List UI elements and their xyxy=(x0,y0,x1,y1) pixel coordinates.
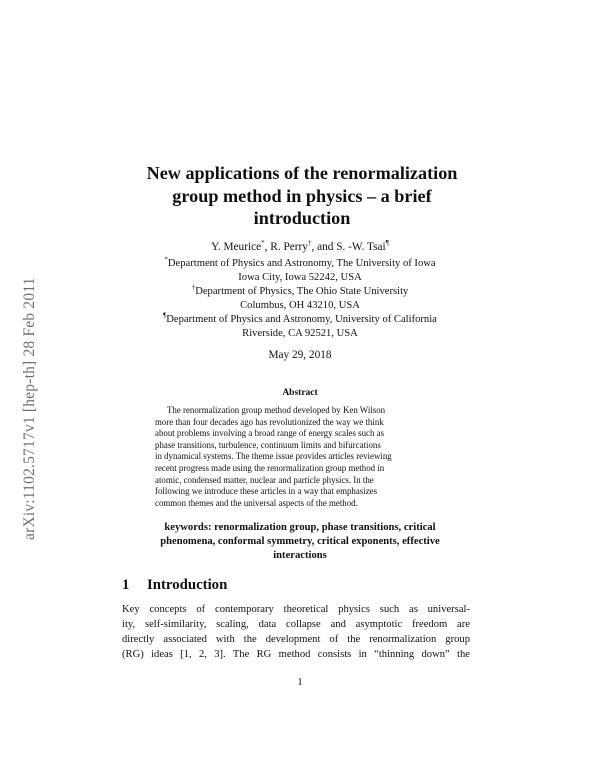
publication-date: May 29, 2018 xyxy=(268,349,332,361)
abstract-line: in dynamical systems. The theme issue provides articles reviewing xyxy=(155,451,392,462)
title-line: introduction xyxy=(253,208,351,228)
author-mark: ¶ xyxy=(385,239,389,248)
abstract-body xyxy=(155,405,447,509)
keywords-line: phenomena, conformal symmetry, critical exponents, effective xyxy=(160,536,440,548)
keywords xyxy=(115,521,485,564)
affiliation-mark: * xyxy=(164,255,168,264)
author-name: , and S. -W. Tsai xyxy=(311,241,386,253)
abstract-line: common themes and the universal aspects of the method. xyxy=(155,497,358,508)
abstract-line: more than four decades ago has revolutionized the way we think xyxy=(155,416,384,427)
arxiv-identifier: arXiv:1102.5717v1 [hep-th] 28 Feb 2011 xyxy=(21,277,38,540)
author-mark: * xyxy=(261,239,265,248)
author-list xyxy=(100,241,500,253)
section-heading xyxy=(122,577,227,594)
body-line: (RG) ideas [1, 2, 3]. The RG method consists in “thinning down” the xyxy=(122,649,470,660)
abstract-line: following we introduce these articles in a way that emphasizes xyxy=(155,486,378,497)
body-line: Key concepts of contemporary theoretical physics such as universal- xyxy=(122,604,470,615)
title-line: group method in physics – a brief xyxy=(172,185,432,206)
keywords-line: interactions xyxy=(273,550,327,562)
paper-title xyxy=(112,162,492,230)
author-mark: † xyxy=(307,239,312,248)
author-name: , R. Perry xyxy=(264,241,308,253)
section-title: Introduction xyxy=(147,577,228,593)
title-line: New applications of the renormalization xyxy=(146,163,458,183)
section-number: 1 xyxy=(122,577,130,593)
abstract-heading: Abstract xyxy=(282,388,318,398)
body-line: directly associated with the development of the renormalization group xyxy=(122,634,470,645)
affiliation-line: Department of Physics and Astronomy, The University of Iowa xyxy=(167,258,436,269)
affiliation xyxy=(100,257,500,285)
body-line: ity, self-similarity, scaling, data collapse and asymptotic freedom are xyxy=(122,619,470,630)
affiliation-line: Iowa City, Iowa 52242, USA xyxy=(238,272,362,283)
affiliation-mark: † xyxy=(191,283,196,292)
abstract-line: phase transitions, turbulence, continuum limits and bifurcations xyxy=(155,439,381,450)
abstract-line: about problems involving a broad range of energy scales such as xyxy=(155,428,385,439)
affiliation xyxy=(100,285,500,313)
affiliation-line: Riverside, CA 92521, USA xyxy=(242,328,358,339)
introduction-paragraph xyxy=(122,602,470,662)
affiliation-line: Columbus, OH 43210, USA xyxy=(240,300,360,311)
affiliation-mark: ¶ xyxy=(163,311,167,320)
page-number: 1 xyxy=(297,677,303,688)
affiliation xyxy=(100,313,500,341)
author-name: Y. Meurice xyxy=(211,241,262,253)
keywords-line: keywords: renormalization group, phase transitions, critical xyxy=(164,522,436,533)
affiliation-line: Department of Physics and Astronomy, University of California xyxy=(166,314,437,325)
affiliation-line: Department of Physics, The Ohio State University xyxy=(195,286,409,297)
abstract-line: atomic, condensed matter, nuclear and particle physics. In the xyxy=(155,474,374,485)
abstract-line: The renormalization group method developed by Ken Wilson xyxy=(167,405,386,415)
abstract-line: recent progress made using the renormalization group method in xyxy=(155,462,385,473)
